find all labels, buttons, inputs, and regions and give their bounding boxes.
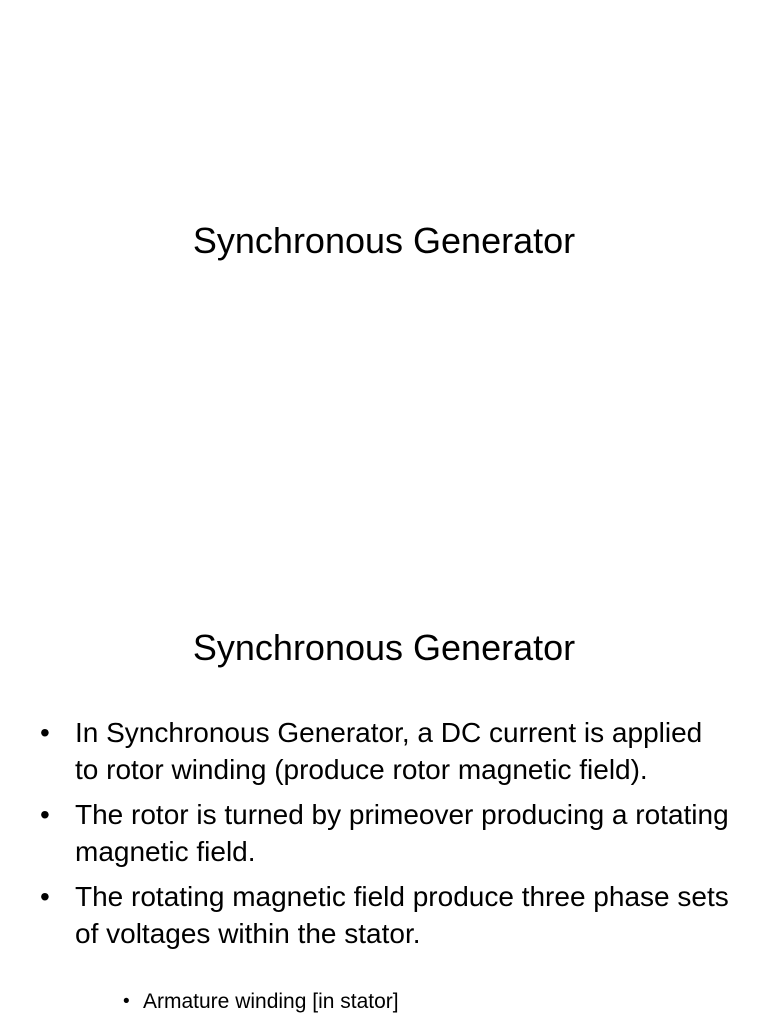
sub-bullet-icon: • <box>123 991 130 1012</box>
sub-bullet-item <box>40 988 730 1016</box>
bullet-text: The rotor is turned by primeover producing a rotating magnetic field. <box>75 799 729 867</box>
bullet-text: In Synchronous Generator, a DC current is applied to rotor winding (produce rotor magnetic field). <box>75 717 703 785</box>
bullet-icon: • <box>40 799 50 830</box>
bullet-icon: • <box>40 881 50 912</box>
bullet-item <box>40 796 730 870</box>
sub-bullet-text: Armature winding [in stator] <box>143 990 399 1013</box>
bullet-item <box>40 878 730 952</box>
content-slide <box>0 576 768 1024</box>
sub-bullet-list <box>40 988 730 1016</box>
bullet-item <box>40 714 730 788</box>
slide-title: Synchronous Generator <box>192 220 576 261</box>
bullet-icon: • <box>40 717 50 748</box>
slide-title: Synchronous Generator <box>192 627 576 668</box>
bullet-text: The rotating magnetic field produce three phase sets of voltages within the stator. <box>75 881 729 949</box>
bullet-list <box>40 714 730 960</box>
